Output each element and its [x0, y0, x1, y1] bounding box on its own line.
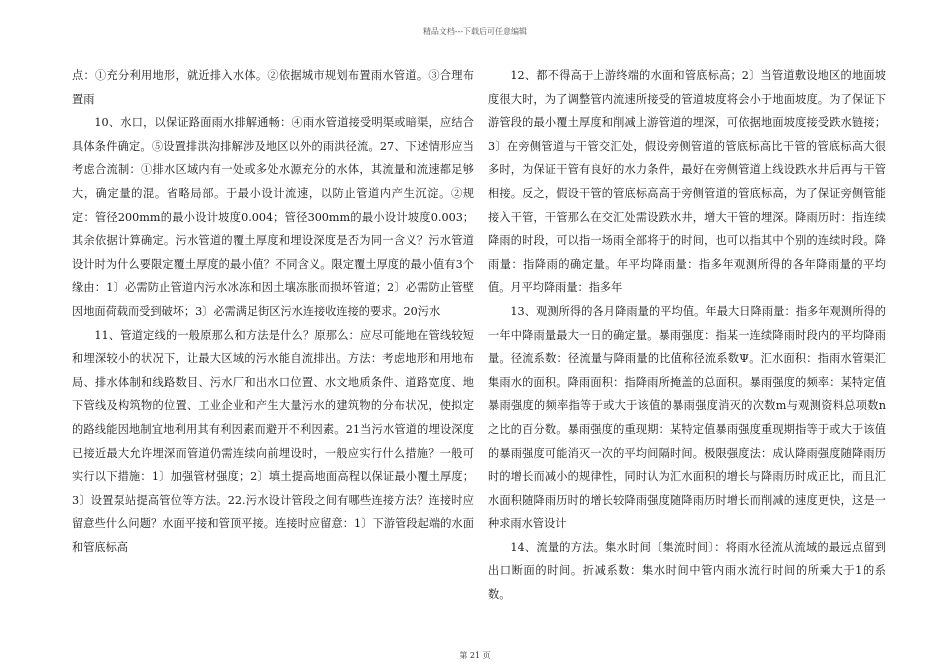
- left-column: [72, 64, 474, 559]
- paragraph: 10、水口，以保证路面雨水排解通畅：④雨水管道接受明渠或暗渠，应结合具体条件确定。⑤设置排洪沟排解涉及地区以外的雨洪径流。27、下述情形应当考虑合流制：①排水区域内有一处或多处水源充分的水体，其流量和流速都足够大，确定量的混。省略局部。于最小设计流速，以防止管道内产生沉淀。②规定：管径200mm的最小设计坡度0.004；管径300mm的最小设计坡度0.003；其余依据计算确定。污水管道的覆土厚度和埋设深度是否为同一含义？污水管道设计时为什么要限定覆土厚度的最小值？不同含义。限定覆土厚度的最小值有3个缘由：1〕必需防止管道内污水冰冻和因土壤冻胀而损坏管道；2〕必需防止管壁因地面荷载而受到破坏；3〕必需满足街区污水连接收连接的要求。20污水: [72, 116, 474, 318]
- paragraph: 11、管道定线的一般原那么和方法是什么？原那么：应尽可能地在管线较短和埋深较小的状况下，让最大区域的污水能自流排出。方法：考虑地形和用地布局、排水体制和线路数目、污水厂和出水口位置、水文地质条件、道路宽度、地下管线及构筑物的位置、工业企业和产生大量污水的建筑物的分布状况，使拟定的路线能因地制宜地利用其有利因素而避开不利因素。21当污水管道的埋设深度已接近最大允许埋深而管道仍需连续向前埋设时，一般应实行什么措施？一般可实行以下措施：1〕加强管材强度；2〕填土提高地面高程以保证最小覆土厚度；3〕设置泵站提高管位等方法。22.污水设计管段之间有哪些连接方法？连接时应留意些什么问题？水面平接和管顶平接。连接时应留意：1〕下游管段起端的水面和管底标高: [72, 328, 474, 554]
- paragraph: 12、都不得高于上游终端的水面和管底标高；2〕当管道敷设地区的地面坡度很大时，为了调整管内流速所接受的管道坡度将会小于地面坡度。为了保证下游管段的最小覆土厚度和削减上游管道的埋深，可依据地面坡度接受跌水链接；3〕在旁侧管道与干管交汇处，假设旁侧管道的管底标高比干管的管底标高大很多时，为保证干管有良好的水力条件，最好在旁侧管道上线设跌水井后再与干管相接。反之，假设干管的管底标高高于旁侧管道的管底标高，为了保证旁侧管能接入干管，干管那么在交汇处需设跌水井，增大干管的埋深。降雨历时：指连续降雨的时段，可以指一场雨全部将于的时间，也可以指其中个别的连续时段。降雨量：指降雨的确定量。年平均降雨量：指多年观测所得的各年降雨量的平均值。月平均降雨量：指多年: [488, 69, 886, 295]
- page-header: 精品文档---下载后可任意编辑: [422, 27, 528, 36]
- page-number: 第 21 页: [459, 651, 491, 660]
- paragraph: 点：①充分利用地形，就近排入水体。②依据城市规划布置雨水管道。③合理布置雨: [72, 69, 474, 106]
- right-column: [488, 64, 886, 607]
- paragraph: 13、观测所得的各月降雨量的平均值。年最大日降雨量：指多年观测所得的一年中降雨量最大一日的确定量。暴雨强度：指某一连续降雨时段内的平均降雨量。径流系数：径流量与降雨量的比值称径流系数Ψ。汇水面积：指雨水管渠汇集雨水的面积。降雨面积：指降雨所掩盖的总面积。暴雨强度的频率：某特定值暴雨强度的频率指等于或大于该值的暴雨强度消灭的次数m与观测资料总项数n之比的百分数。暴雨强度的重现期：某特定值暴雨强度重现期指等于或大于该值的暴雨强度可能消灭一次的平均间隔时间。极限强度法：成认降雨强度随降雨历时的增长而减小的规律性，同时认为汇水面积的增长与降雨历时成正比，而且汇水面积随降雨历时的增长较降雨强度随降雨历时增长而削减的速度更快，这是一种求雨水管设计: [488, 304, 886, 531]
- paragraph: 14、流量的方法。集水时间〔集流时间〕：将雨水径流从流域的最远点留到出口断面的时间。折减系数：集水时间中管内雨水流行时间的所乘大于1的系数。: [488, 540, 886, 602]
